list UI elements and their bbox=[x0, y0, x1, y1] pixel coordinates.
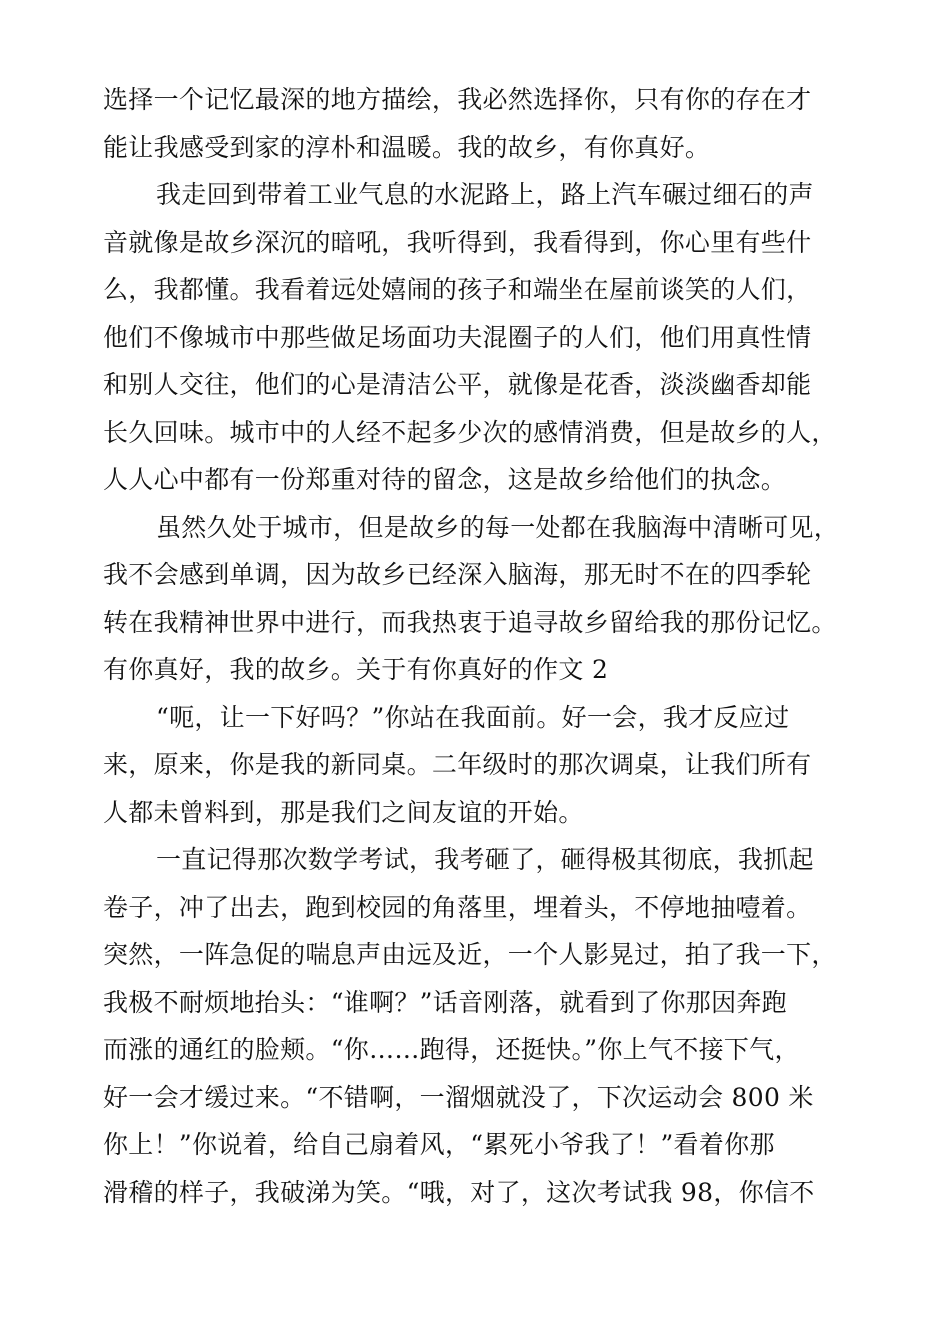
text-line: 滑稽的样子，我破涕为笑。“哦，对了，这次考试我 98，你信不 bbox=[103, 1177, 815, 1207]
text-line: 好一会才缓过来。“不错啊，一溜烟就没了，下次运动会 800 米 bbox=[103, 1082, 814, 1112]
paragraph-first-line: 一直记得那次数学考试，我考砸了，砸得极其彻底，我抓起 bbox=[156, 845, 814, 874]
text-line: 人人心中都有一份郑重对待的留念，这是故乡给他们的执念。 bbox=[103, 465, 787, 494]
text-line: 而涨的通红的脸颊。“你……跑得，还挺快。”你上气不接下气， bbox=[103, 1035, 800, 1064]
text-line: 选择一个记忆最深的地方描绘，我必然选择你，只有你的存在才 bbox=[103, 85, 812, 114]
text-line: 来，原来，你是我的新同桌。二年级时的那次调桌，让我们所有 bbox=[103, 750, 812, 779]
text-line: 我极不耐烦地抬头：“谁啊？”话音刚落，就看到了你那因奔跑 bbox=[103, 987, 787, 1017]
text-line: 你上！”你说着，给自己扇着风，“累死小爷我了！”看着你那 bbox=[103, 1130, 775, 1159]
text-line: 有你真好，我的故乡。关于有你真好的作文 2 bbox=[103, 655, 609, 684]
text-line: 么，我都懂。我看着远处嬉闹的孩子和端坐在屋前谈笑的人们， bbox=[103, 275, 812, 304]
text-line: 我不会感到单调，因为故乡已经深入脑海，那无时不在的四季轮 bbox=[103, 560, 812, 589]
text-line: 人都未曾料到，那是我们之间友谊的开始。 bbox=[103, 797, 584, 827]
paragraph-first-line: 我走回到带着工业气息的水泥路上，路上汽车碾过细石的声 bbox=[156, 180, 814, 209]
paragraph-first-line: “呃，让一下好吗？”你站在我面前。好一会，我才反应过 bbox=[156, 702, 790, 732]
text-line: 和别人交往，他们的心是清洁公平，就像是花香，淡淡幽香却能 bbox=[103, 370, 812, 399]
document-page bbox=[103, 76, 863, 1216]
text-line: 长久回味。城市中的人经不起多少次的感情消费，但是故乡的人， bbox=[103, 417, 837, 447]
text-line: 能让我感受到家的淳朴和温暖。我的故乡，有你真好。 bbox=[103, 132, 711, 162]
paragraph-first-line: 虽然久处于城市，但是故乡的每一处都在我脑海中清晰可见， bbox=[156, 512, 840, 542]
text-line: 音就像是故乡深沉的暗吼，我听得到，我看得到，你心里有些什 bbox=[103, 227, 812, 257]
text-line: 突然，一阵急促的喘息声由远及近，一个人影晃过，拍了我一下， bbox=[103, 940, 837, 969]
text-line: 他们不像城市中那些做足场面功夫混圈子的人们，他们用真性情 bbox=[103, 322, 812, 352]
text-line: 转在我精神世界中进行，而我热衷于追寻故乡留给我的那份记忆。 bbox=[103, 607, 837, 637]
text-line: 卷子，冲了出去，跑到校园的角落里，埋着头，不停地抽噎着。 bbox=[103, 892, 812, 922]
